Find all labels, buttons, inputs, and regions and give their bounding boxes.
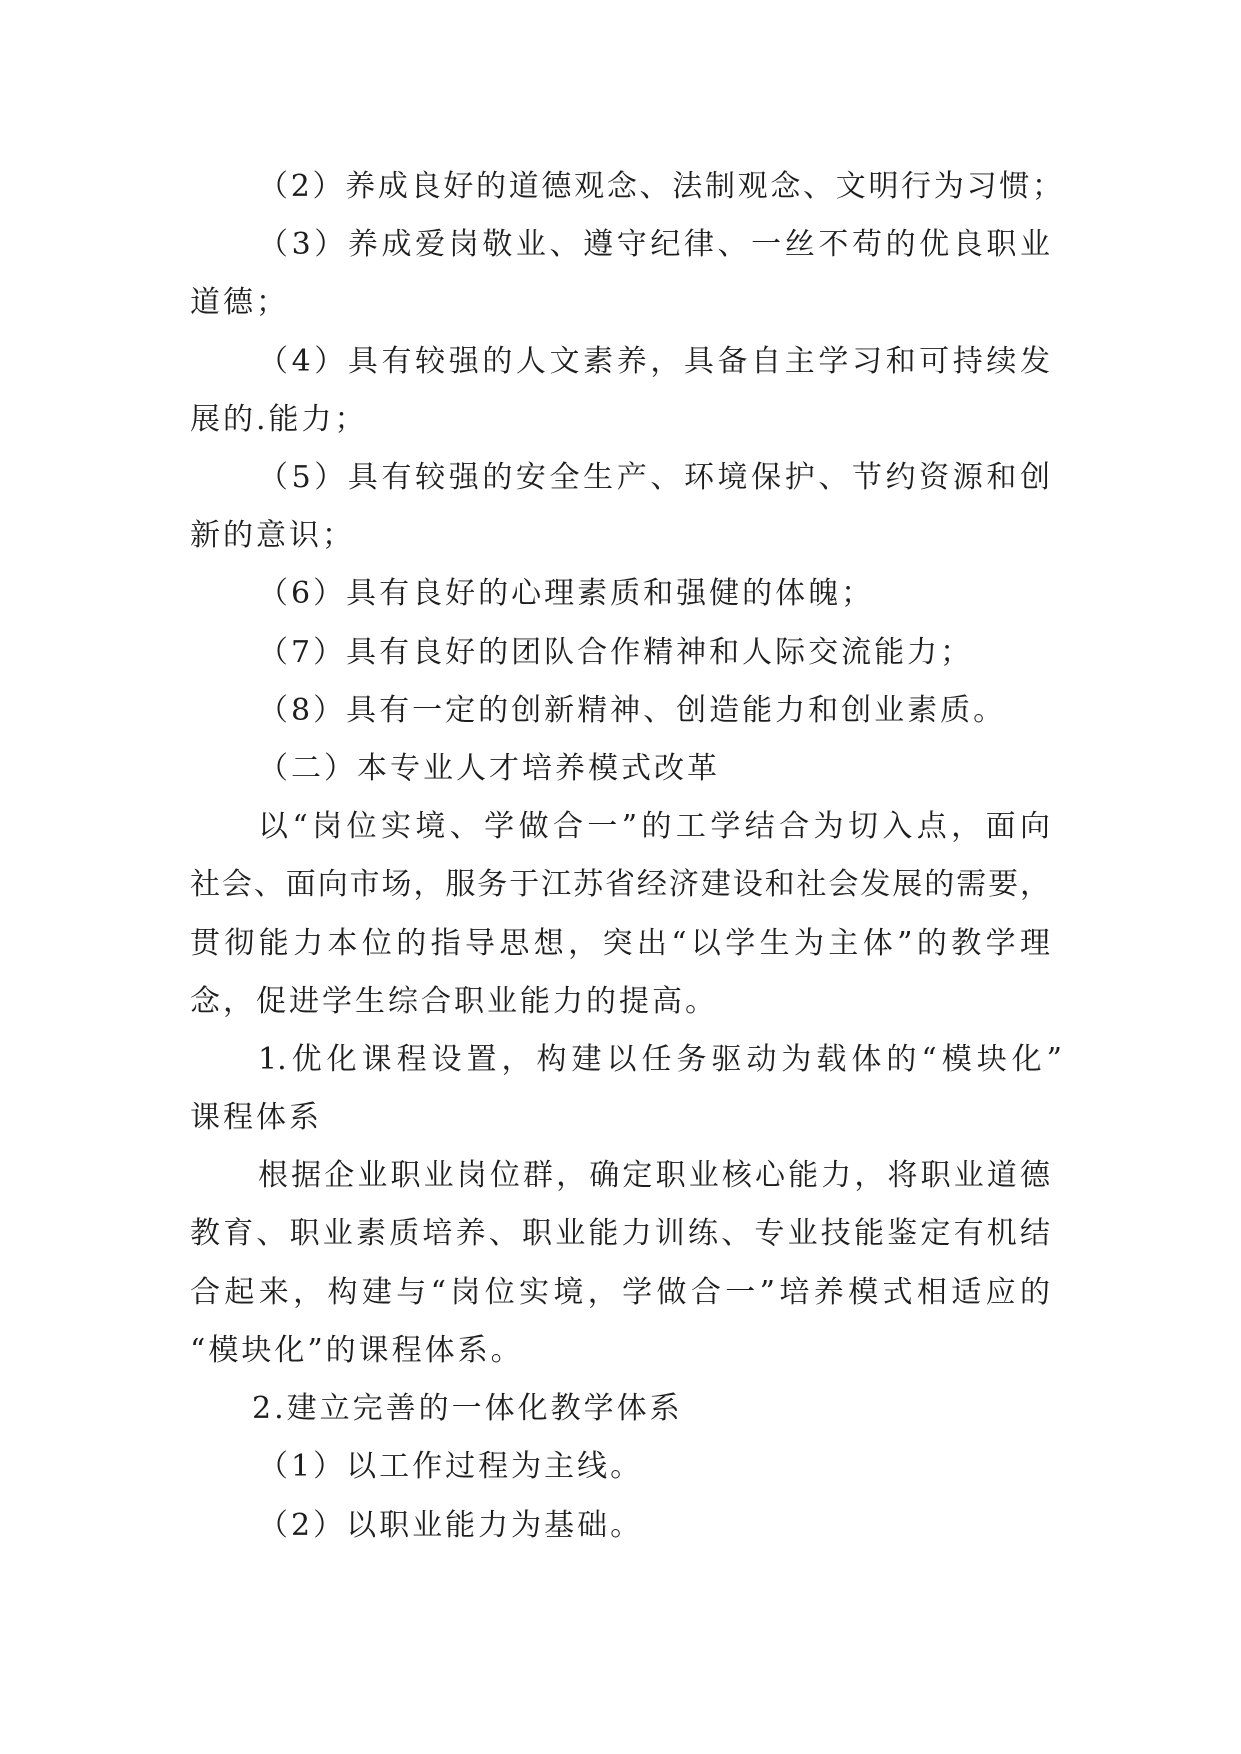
paragraph-1-line-2: 社会、面向市场，服务于江苏省经济建设和社会发展的需要， [190, 867, 1050, 902]
objective-item-4-line-2: 展的.能力； [190, 402, 368, 437]
paragraph-2-line-2: 教育、职业素质培养、职业能力训练、专业技能鉴定有机结 [190, 1216, 1050, 1251]
teaching-item-2: （2）以职业能力为基础。 [258, 1508, 644, 1543]
subheading-2: 2.建立完善的一体化教学体系 [252, 1391, 683, 1426]
objective-item-3-line-1: （3）养成爱岗敬业、遵守纪律、一丝不苟的优良职业 [258, 227, 1050, 262]
objective-item-8: （8）具有一定的创新精神、创造能力和创业素质。 [258, 693, 1007, 728]
subheading-1-line-1: 1.优化课程设置，构建以任务驱动为载体的“模块化” [258, 1042, 1062, 1077]
paragraph-1-line-4: 念，促进学生综合职业能力的提高。 [190, 984, 718, 1019]
subheading-1-line-2: 课程体系 [190, 1100, 322, 1135]
teaching-item-1: （1）以工作过程为主线。 [258, 1449, 644, 1484]
objective-item-3-line-2: 道德； [190, 285, 289, 320]
objective-item-7: （7）具有良好的团队合作精神和人际交流能力； [258, 635, 974, 670]
section-heading: （二）本专业人才培养模式改革 [258, 751, 720, 786]
paragraph-1-line-1: 以“岗位实境、学做合一”的工学结合为切入点，面向 [258, 809, 1050, 844]
objective-item-6: （6）具有良好的心理素质和强健的体魄； [258, 576, 875, 611]
paragraph-2-line-4: “模块化”的课程体系。 [190, 1333, 524, 1368]
objective-item-2: （2）养成良好的道德观念、法制观念、文明行为习惯； [258, 169, 1062, 204]
paragraph-1-line-3: 贯彻能力本位的指导思想，突出“以学生为主体”的教学理 [190, 926, 1050, 961]
paragraph-2-line-1: 根据企业职业岗位群，确定职业核心能力，将职业道德 [258, 1158, 1050, 1193]
objective-item-5-line-2: 新的意识； [190, 518, 355, 553]
objective-item-4-line-1: （4）具有较强的人文素养，具备自主学习和可持续发 [258, 344, 1050, 379]
paragraph-2-line-3: 合起来，构建与“岗位实境，学做合一”培养模式相适应的 [190, 1275, 1050, 1310]
objective-item-5-line-1: （5）具有较强的安全生产、环境保护、节约资源和创 [258, 460, 1050, 495]
